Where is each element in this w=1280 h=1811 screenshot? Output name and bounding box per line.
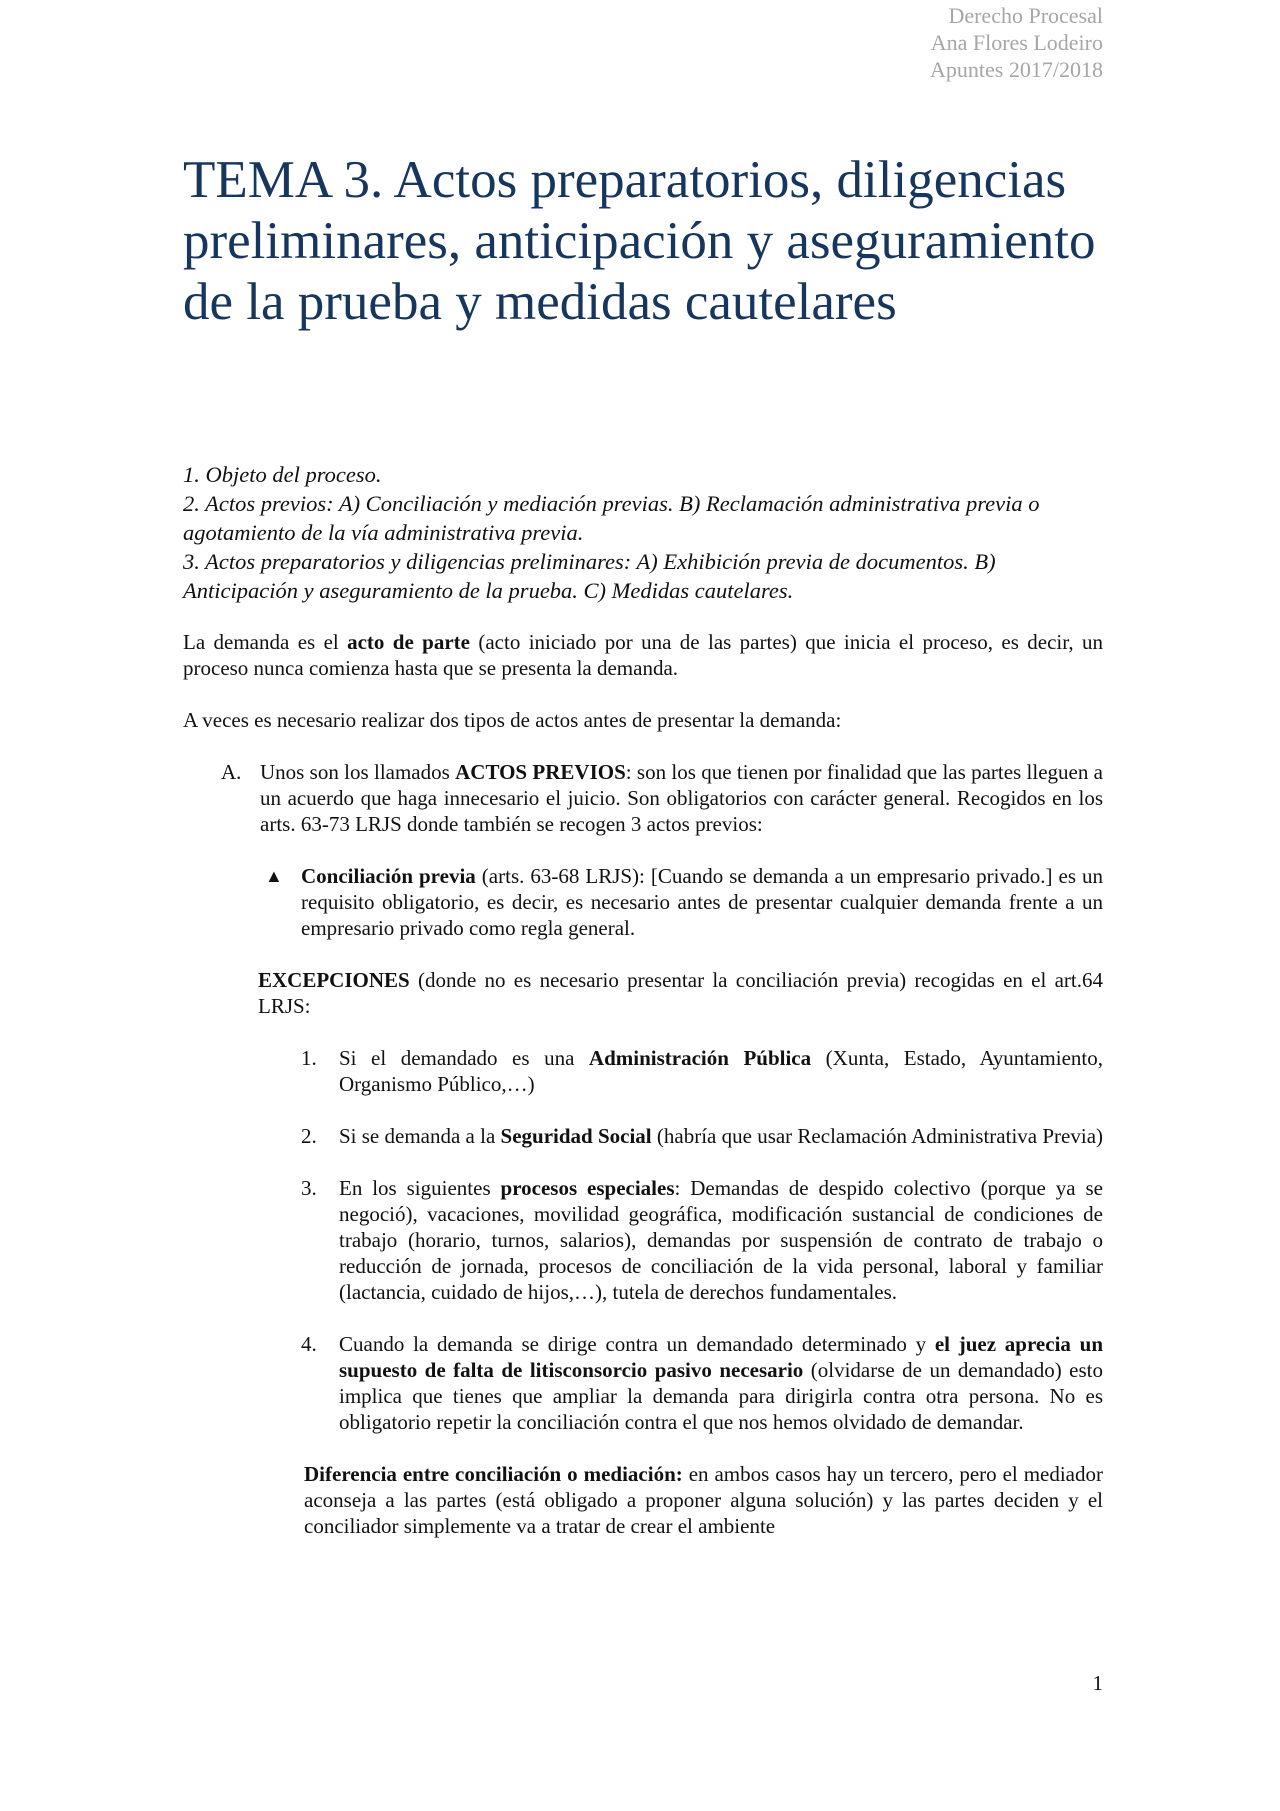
intro-paragraph-2: A veces es necesario realizar dos tipos de actos antes de presentar la demanda:	[183, 708, 842, 732]
emphasis: acto de parte	[347, 630, 470, 654]
topic-index-item: 3. Actos preparatorios y diligencias preliminares: A) Exhibición previa de documentos. B) Anticipación y aseguramiento de la prueba. C) Medidas cautelares.	[183, 549, 996, 603]
intro-paragraph: La demanda es el acto de parte (acto iniciado por una de las partes) que inicia el proceso, es decir, un proceso nunca comienza hasta que se presenta la demanda.	[183, 630, 1103, 680]
list-item: 3. En los siguientes procesos especiales: Demandas de despido colectivo (porque ya se negoció), vacaciones, movilidad geográfica, modificación sustancial de condiciones de trabajo (horario, turnos, salarios), demandas por suspensión de contrato de trabajo o reducción de jornada, procesos de conciliación de la vida personal, laboral y familiar (lactancia, cuidado de hijos,…), tutela de derechos fundamentales.	[301, 1176, 1103, 1304]
document-title: TEMA 3. Actos preparatorios, diligencias preliminares, anticipación y aseguramiento de la prueba y medidas cautelares	[183, 151, 1096, 331]
topic-index-item: 2. Actos previos: A) Conciliación y mediación previas. B) Reclamación administrativa previa o agotamiento de la vía administrativa previa.	[183, 491, 1040, 545]
bullet-conciliacion	[265, 863, 1103, 941]
bullet-text: Conciliación previa (arts. 63-68 LRJS): [Cuando se demanda a un empresario privado.] es un requisito obligatorio, es decir, es necesario antes de presentar cualquier demanda frente a un empresario privado como regla general.	[301, 864, 1104, 940]
page-number: 1	[1092, 1671, 1103, 1695]
difference-paragraph: Diferencia entre conciliación o mediación: en ambos casos hay un tercero, pero el mediador aconseja a las partes (está obligado a proponer alguna solución) y las partes deciden y el conciliador simplemente va a tratar de crear el ambiente	[304, 1462, 1103, 1538]
header-subject: Derecho Procesal	[948, 3, 1103, 28]
list-item: 4. Cuando la demanda se dirige contra un demandado determinado y el juez aprecia un supuesto de falta de litisconsorcio pasivo necesario (olvidarse de un demandado) esto implica que tienes que ampliar la demanda para dirigirla contra otra persona. No es obligatorio repetir la conciliación contra el que nos hemos olvidado de demandar.	[301, 1332, 1103, 1434]
topic-index	[183, 460, 1103, 605]
page-header	[930, 2, 1103, 83]
header-author: Ana Flores Lodeiro	[930, 30, 1103, 55]
exceptions-paragraph: EXCEPCIONES (donde no es necesario presentar la conciliación previa) recogidas en el art.64 LRJS:	[258, 968, 1103, 1018]
triangle-bullet-icon: ▲	[265, 866, 283, 886]
list-item-text: Unos son los llamados ACTOS PREVIOS: son los que tienen por finalidad que las partes lleguen a un acuerdo que haga innecesario el juicio. Son obligatorios con carácter general. Recogidos en los arts. 63-73 LRJS donde también se recogen 3 actos previos:	[260, 760, 1104, 836]
header-course: Apuntes 2017/2018	[930, 57, 1103, 82]
list-item: 1. Si el demandado es una Administración Pública (Xunta, Estado, Ayuntamiento, Organismo Público,…)	[301, 1046, 1104, 1096]
list-marker: A.	[221, 760, 242, 784]
list-item-a	[221, 759, 1103, 837]
list-item: 2. Si se demanda a la Seguridad Social (habría que usar Reclamación Administrativa Previa)	[301, 1124, 1104, 1148]
exceptions-list	[301, 1045, 1103, 1435]
topic-index-item: 1. Objeto del proceso.	[183, 462, 382, 487]
document-body	[183, 460, 1103, 1539]
